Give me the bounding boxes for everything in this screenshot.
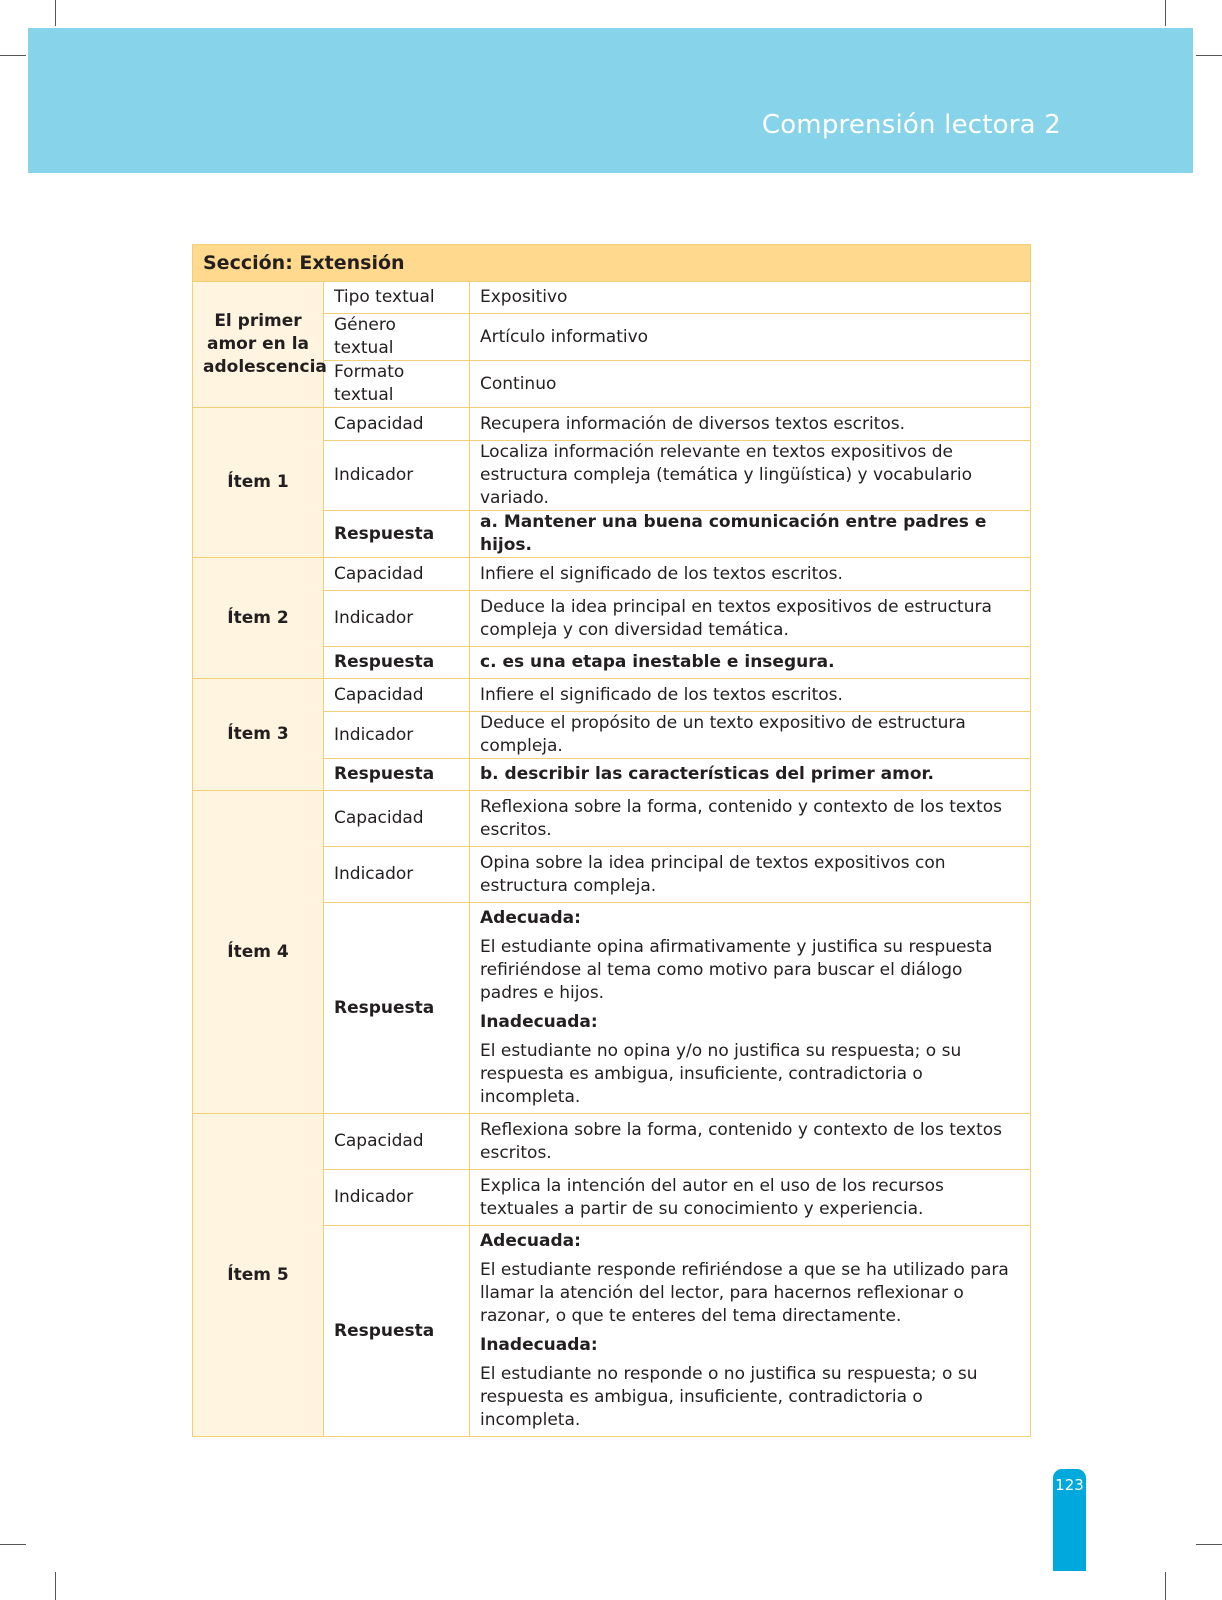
item-label: Ítem 4 [193, 791, 324, 1114]
capacidad-label: Capacidad [324, 558, 470, 591]
respuesta-value: b. describir las características del primer amor. [470, 759, 1031, 791]
capacidad-label: Capacidad [324, 408, 470, 441]
crop-mark [1165, 0, 1166, 26]
table-row [193, 679, 1031, 712]
item-label: Ítem 5 [193, 1114, 324, 1437]
inadecuada-text: El estudiante no responde o no justifica su respuesta; o su respuesta es ambigua, insuficiente, contradictoria o incompleta. [480, 1364, 978, 1430]
capacidad-label: Capacidad [324, 679, 470, 712]
field-value: Expositivo [470, 282, 1031, 314]
capacidad-label: Capacidad [324, 1114, 470, 1170]
header-band [28, 28, 1193, 173]
respuesta-value: a. Mantener una buena comunicación entre padres e hijos. [470, 511, 1031, 558]
respuesta-value [470, 903, 1031, 1114]
respuesta-label: Respuesta [324, 1226, 470, 1437]
respuesta-label: Respuesta [324, 759, 470, 791]
section-title: Sección: Extensión [193, 245, 1031, 282]
respuesta-label: Respuesta [324, 903, 470, 1114]
respuesta-value [470, 1226, 1031, 1437]
field-value: Continuo [470, 361, 1031, 408]
crop-mark [0, 55, 26, 56]
crop-mark [0, 1544, 26, 1545]
adecuada-text: El estudiante opina afirmativamente y justifica su respuesta refiriéndose al tema como motivo para buscar el diálogo padres e hijos. [480, 937, 993, 1003]
field-value: Artículo informativo [470, 314, 1031, 361]
indicador-label: Indicador [324, 1170, 470, 1226]
adecuada-label: Adecuada: [480, 908, 581, 928]
indicador-label: Indicador [324, 441, 470, 511]
respuesta-value: c. es una etapa inestable e insegura. [470, 647, 1031, 679]
crop-mark [1196, 1544, 1222, 1545]
item-label: Ítem 3 [193, 679, 324, 791]
inadecuada-text: El estudiante no opina y/o no justifica su respuesta; o su respuesta es ambigua, insuficiente, contradictoria o incompleta. [480, 1041, 962, 1107]
item-label: Ítem 1 [193, 408, 324, 558]
table-row [193, 558, 1031, 591]
text-title-cell: El primer amor en la adolescencia [193, 282, 324, 408]
evaluation-table [192, 244, 1031, 1437]
inadecuada-label: Inadecuada: [480, 1012, 598, 1032]
field-label: Formato textual [324, 361, 470, 408]
indicador-label: Indicador [324, 712, 470, 759]
crop-mark [1165, 1572, 1166, 1600]
page-header-title: Comprensión lectora 2 [761, 110, 1061, 140]
adecuada-text: El estudiante responde refiriéndose a que se ha utilizado para llamar la atención del lector, para hacernos reflexionar o razonar, o que te enteres del tema directamente. [480, 1260, 1009, 1326]
indicador-value: Deduce el propósito de un texto expositivo de estructura compleja. [470, 712, 1031, 759]
table-row [193, 791, 1031, 847]
capacidad-value: Infiere el significado de los textos escritos. [470, 558, 1031, 591]
table-row [193, 282, 1031, 314]
adecuada-label: Adecuada: [480, 1231, 581, 1251]
crop-mark [55, 0, 56, 26]
indicador-value: Localiza información relevante en textos expositivos de estructura compleja (temática y lingüística) y vocabulario variado. [470, 441, 1031, 511]
field-label: Género textual [324, 314, 470, 361]
capacidad-label: Capacidad [324, 791, 470, 847]
section-header-row [193, 245, 1031, 282]
inadecuada-label: Inadecuada: [480, 1335, 598, 1355]
crop-mark [1196, 55, 1222, 56]
respuesta-label: Respuesta [324, 647, 470, 679]
capacidad-value: Infiere el significado de los textos escritos. [470, 679, 1031, 712]
indicador-label: Indicador [324, 847, 470, 903]
crop-mark [55, 1572, 56, 1600]
indicador-value: Explica la intención del autor en el uso de los recursos textuales a partir de su conocimiento y experiencia. [470, 1170, 1031, 1226]
item-label: Ítem 2 [193, 558, 324, 679]
table-row [193, 408, 1031, 441]
indicador-value: Opina sobre la idea principal de textos expositivos con estructura compleja. [470, 847, 1031, 903]
capacidad-value: Recupera información de diversos textos escritos. [470, 408, 1031, 441]
capacidad-value: Reflexiona sobre la forma, contenido y contexto de los textos escritos. [470, 1114, 1031, 1170]
indicador-label: Indicador [324, 591, 470, 647]
capacidad-value: Reflexiona sobre la forma, contenido y contexto de los textos escritos. [470, 791, 1031, 847]
field-label: Tipo textual [324, 282, 470, 314]
table-row [193, 1114, 1031, 1170]
respuesta-label: Respuesta [324, 511, 470, 558]
indicador-value: Deduce la idea principal en textos expositivos de estructura compleja y con diversidad temática. [470, 591, 1031, 647]
page-number: 123 [1055, 1476, 1084, 1494]
